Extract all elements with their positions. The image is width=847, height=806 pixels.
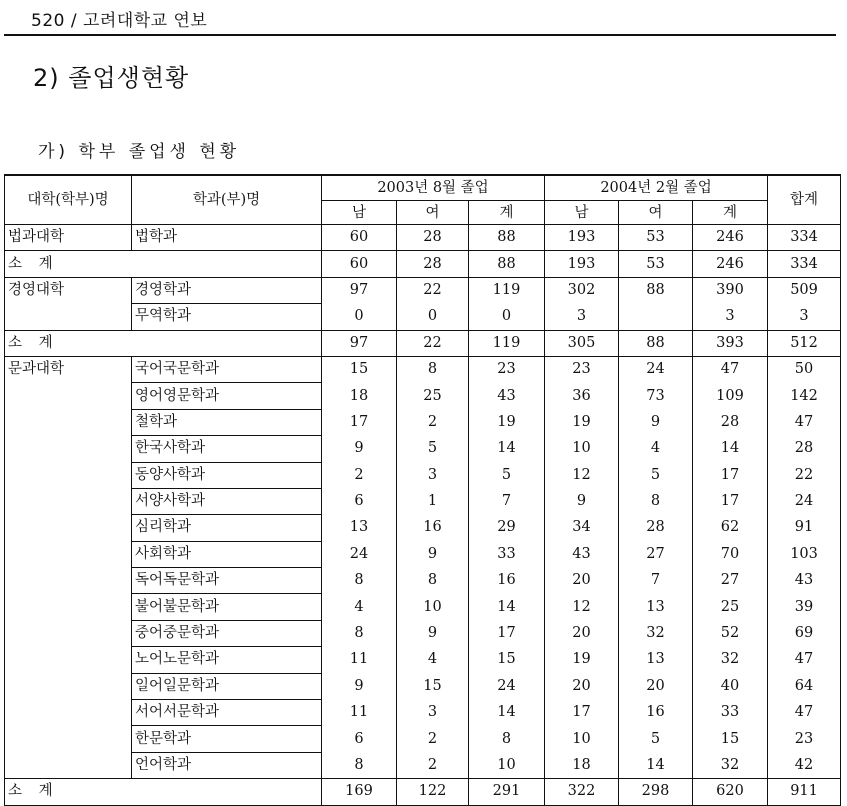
- sum-2004-feb-cell: 390: [693, 277, 768, 303]
- grand-total-cell: 23: [768, 726, 841, 752]
- male-2003-aug-cell: 97: [322, 277, 397, 303]
- sum-2003-aug-cell: 0: [469, 304, 545, 330]
- female-2004-feb-cell: 14: [619, 752, 693, 778]
- male-2003-aug-cell: 18: [322, 383, 397, 409]
- sum-2003-aug-cell: 29: [469, 515, 545, 541]
- sum-2004-feb-cell: 40: [693, 673, 768, 699]
- sum-2003-aug-cell: 14: [469, 594, 545, 620]
- female-2003-aug-cell: 8: [397, 356, 469, 382]
- sum-2003-aug-cell: 19: [469, 409, 545, 435]
- college-name: [5, 462, 132, 488]
- female-2003-aug-cell: 15: [397, 673, 469, 699]
- female-2004-feb-cell: 5: [619, 462, 693, 488]
- sum-2004-feb-cell: 62: [693, 515, 768, 541]
- male-2003-aug-cell: 60: [322, 225, 397, 251]
- section-title: 2) 졸업생현황: [33, 64, 190, 92]
- female-2003-aug-cell: 0: [397, 304, 469, 330]
- grand-total-cell: 39: [768, 594, 841, 620]
- table-row: [5, 594, 841, 620]
- college-name: [5, 541, 132, 567]
- sum-2004-feb-cell: 52: [693, 620, 768, 646]
- grand-total-cell: 64: [768, 673, 841, 699]
- dept-name: 한문학과: [132, 726, 322, 752]
- col-header-male: 남: [322, 201, 397, 225]
- female-2004-feb-cell: 13: [619, 594, 693, 620]
- male-2003-aug-cell: 0: [322, 304, 397, 330]
- male-2004-feb-cell: 18: [545, 752, 619, 778]
- sum-2003-aug-cell: 14: [469, 700, 545, 726]
- male-2004-feb-cell: 19: [545, 647, 619, 673]
- grand-total-cell: 334: [768, 251, 841, 277]
- male-2003-aug-cell: 9: [322, 436, 397, 462]
- sum-2004-feb-cell: 32: [693, 752, 768, 778]
- subsection-title: 가) 학부 졸업생 현황: [38, 142, 241, 162]
- grand-total-cell: 911: [768, 779, 841, 805]
- sum-2003-aug-cell: 7: [469, 488, 545, 514]
- grand-total-cell: 103: [768, 541, 841, 567]
- college-name: [5, 568, 132, 594]
- sum-2004-feb-cell: 27: [693, 568, 768, 594]
- male-2004-feb-cell: 34: [545, 515, 619, 541]
- male-2003-aug-cell: 169: [322, 779, 397, 805]
- female-2004-feb-cell: 16: [619, 700, 693, 726]
- dept-name: 국어국문학과: [132, 356, 322, 382]
- female-2004-feb-cell: [619, 304, 693, 330]
- grand-total-cell: 24: [768, 488, 841, 514]
- subtotal-row: [5, 330, 841, 356]
- college-name: [5, 700, 132, 726]
- male-2003-aug-cell: 8: [322, 752, 397, 778]
- college-name: 경영대학: [5, 277, 132, 303]
- female-2003-aug-cell: 3: [397, 700, 469, 726]
- col-header-female: 여: [397, 201, 469, 225]
- female-2003-aug-cell: 22: [397, 330, 469, 356]
- male-2004-feb-cell: 20: [545, 568, 619, 594]
- col-header-college: 대학(학부)명: [5, 175, 132, 225]
- sum-2003-aug-cell: 43: [469, 383, 545, 409]
- page-header: 520 / 고려대학교 연보: [31, 11, 208, 31]
- male-2003-aug-cell: 11: [322, 647, 397, 673]
- grand-total-cell: 42: [768, 752, 841, 778]
- female-2003-aug-cell: 8: [397, 568, 469, 594]
- sum-2004-feb-cell: 246: [693, 251, 768, 277]
- grand-total-cell: 334: [768, 225, 841, 251]
- dept-name: 철학과: [132, 409, 322, 435]
- grand-total-cell: 43: [768, 568, 841, 594]
- female-2004-feb-cell: 28: [619, 515, 693, 541]
- sum-2004-feb-cell: 246: [693, 225, 768, 251]
- male-2004-feb-cell: 36: [545, 383, 619, 409]
- sum-2004-feb-cell: 47: [693, 356, 768, 382]
- female-2004-feb-cell: 298: [619, 779, 693, 805]
- col-header-2003-aug: 2003년 8월 졸업: [322, 175, 545, 201]
- table-row: [5, 488, 841, 514]
- female-2003-aug-cell: 2: [397, 726, 469, 752]
- sum-2003-aug-cell: 119: [469, 277, 545, 303]
- sum-2003-aug-cell: 88: [469, 251, 545, 277]
- female-2004-feb-cell: 27: [619, 541, 693, 567]
- sum-2004-feb-cell: 28: [693, 409, 768, 435]
- grand-total-cell: 91: [768, 515, 841, 541]
- male-2003-aug-cell: 13: [322, 515, 397, 541]
- female-2003-aug-cell: 3: [397, 462, 469, 488]
- dept-name: 무역학과: [132, 304, 322, 330]
- male-2004-feb-cell: 322: [545, 779, 619, 805]
- sum-2004-feb-cell: 33: [693, 700, 768, 726]
- male-2004-feb-cell: 3: [545, 304, 619, 330]
- college-name: 문과대학: [5, 356, 132, 382]
- table-row: [5, 383, 841, 409]
- dept-name: 동양사학과: [132, 462, 322, 488]
- table-row: [5, 568, 841, 594]
- grand-total-cell: 142: [768, 383, 841, 409]
- sum-2003-aug-cell: 291: [469, 779, 545, 805]
- table-row: [5, 700, 841, 726]
- sum-2004-feb-cell: 14: [693, 436, 768, 462]
- female-2004-feb-cell: 24: [619, 356, 693, 382]
- grand-total-cell: 69: [768, 620, 841, 646]
- college-name: [5, 409, 132, 435]
- college-name: [5, 726, 132, 752]
- male-2004-feb-cell: 302: [545, 277, 619, 303]
- dept-name: 중어중문학과: [132, 620, 322, 646]
- male-2003-aug-cell: 2: [322, 462, 397, 488]
- grand-total-cell: 509: [768, 277, 841, 303]
- table-row: [5, 541, 841, 567]
- grand-total-cell: 50: [768, 356, 841, 382]
- table-row: [5, 462, 841, 488]
- female-2003-aug-cell: 22: [397, 277, 469, 303]
- male-2004-feb-cell: 12: [545, 462, 619, 488]
- male-2004-feb-cell: 17: [545, 700, 619, 726]
- male-2004-feb-cell: 20: [545, 620, 619, 646]
- table-row: [5, 647, 841, 673]
- male-2004-feb-cell: 43: [545, 541, 619, 567]
- male-2003-aug-cell: 4: [322, 594, 397, 620]
- table-row: [5, 277, 841, 303]
- sum-2003-aug-cell: 119: [469, 330, 545, 356]
- female-2003-aug-cell: 1: [397, 488, 469, 514]
- dept-name: 독어독문학과: [132, 568, 322, 594]
- graduates-table: [4, 174, 841, 806]
- female-2003-aug-cell: 16: [397, 515, 469, 541]
- dept-name: 불어불문학과: [132, 594, 322, 620]
- dept-name: 영어영문학과: [132, 383, 322, 409]
- subtotal-label: 소 계: [5, 251, 322, 277]
- male-2003-aug-cell: 60: [322, 251, 397, 277]
- college-name: 법과대학: [5, 225, 132, 251]
- dept-name: 노어노문학과: [132, 647, 322, 673]
- male-2003-aug-cell: 6: [322, 726, 397, 752]
- sum-2004-feb-cell: 70: [693, 541, 768, 567]
- female-2004-feb-cell: 20: [619, 673, 693, 699]
- sum-2003-aug-cell: 23: [469, 356, 545, 382]
- female-2004-feb-cell: 4: [619, 436, 693, 462]
- female-2003-aug-cell: 4: [397, 647, 469, 673]
- sum-2004-feb-cell: 32: [693, 647, 768, 673]
- female-2003-aug-cell: 28: [397, 225, 469, 251]
- sum-2003-aug-cell: 88: [469, 225, 545, 251]
- header-row-groups: [5, 175, 841, 201]
- male-2004-feb-cell: 12: [545, 594, 619, 620]
- grand-total-cell: 28: [768, 436, 841, 462]
- sum-2003-aug-cell: 17: [469, 620, 545, 646]
- female-2003-aug-cell: 2: [397, 409, 469, 435]
- sum-2003-aug-cell: 5: [469, 462, 545, 488]
- female-2004-feb-cell: 88: [619, 277, 693, 303]
- female-2003-aug-cell: 25: [397, 383, 469, 409]
- male-2003-aug-cell: 8: [322, 568, 397, 594]
- dept-name: 서어서문학과: [132, 700, 322, 726]
- sum-2004-feb-cell: 620: [693, 779, 768, 805]
- female-2004-feb-cell: 13: [619, 647, 693, 673]
- female-2003-aug-cell: 122: [397, 779, 469, 805]
- female-2004-feb-cell: 73: [619, 383, 693, 409]
- sum-2004-feb-cell: 17: [693, 462, 768, 488]
- male-2003-aug-cell: 97: [322, 330, 397, 356]
- grand-total-cell: 47: [768, 700, 841, 726]
- male-2004-feb-cell: 10: [545, 436, 619, 462]
- college-name: [5, 620, 132, 646]
- sum-2003-aug-cell: 10: [469, 752, 545, 778]
- table-row: [5, 225, 841, 251]
- dept-name: 언어학과: [132, 752, 322, 778]
- college-name: [5, 673, 132, 699]
- female-2003-aug-cell: 2: [397, 752, 469, 778]
- sum-2003-aug-cell: 24: [469, 673, 545, 699]
- sum-2003-aug-cell: 16: [469, 568, 545, 594]
- sum-2003-aug-cell: 14: [469, 436, 545, 462]
- male-2003-aug-cell: 17: [322, 409, 397, 435]
- male-2003-aug-cell: 8: [322, 620, 397, 646]
- male-2003-aug-cell: 15: [322, 356, 397, 382]
- college-name: [5, 488, 132, 514]
- dept-name: 법학과: [132, 225, 322, 251]
- table-row: [5, 304, 841, 330]
- male-2003-aug-cell: 11: [322, 700, 397, 726]
- female-2004-feb-cell: 53: [619, 251, 693, 277]
- table-body: [5, 225, 841, 806]
- male-2004-feb-cell: 19: [545, 409, 619, 435]
- male-2003-aug-cell: 24: [322, 541, 397, 567]
- table-row: [5, 356, 841, 382]
- male-2003-aug-cell: 9: [322, 673, 397, 699]
- col-header-dept: 학과(부)명: [132, 175, 322, 225]
- table-row: [5, 726, 841, 752]
- sum-2003-aug-cell: 8: [469, 726, 545, 752]
- dept-name: 서양사학과: [132, 488, 322, 514]
- college-name: [5, 647, 132, 673]
- dept-name: 한국사학과: [132, 436, 322, 462]
- male-2004-feb-cell: 10: [545, 726, 619, 752]
- female-2004-feb-cell: 8: [619, 488, 693, 514]
- grand-total-cell: 3: [768, 304, 841, 330]
- sum-2004-feb-cell: 3: [693, 304, 768, 330]
- subtotal-label: 소 계: [5, 330, 322, 356]
- female-2003-aug-cell: 10: [397, 594, 469, 620]
- sum-2004-feb-cell: 25: [693, 594, 768, 620]
- male-2004-feb-cell: 305: [545, 330, 619, 356]
- male-2004-feb-cell: 23: [545, 356, 619, 382]
- female-2004-feb-cell: 5: [619, 726, 693, 752]
- female-2004-feb-cell: 7: [619, 568, 693, 594]
- col-header-sum: 계: [693, 201, 768, 225]
- sum-2004-feb-cell: 15: [693, 726, 768, 752]
- female-2004-feb-cell: 88: [619, 330, 693, 356]
- college-name: [5, 515, 132, 541]
- col-header-male: 남: [545, 201, 619, 225]
- dept-name: 경영학과: [132, 277, 322, 303]
- col-header-sum: 계: [469, 201, 545, 225]
- male-2004-feb-cell: 20: [545, 673, 619, 699]
- college-name: [5, 436, 132, 462]
- table-row: [5, 752, 841, 778]
- dept-name: 일어일문학과: [132, 673, 322, 699]
- female-2004-feb-cell: 53: [619, 225, 693, 251]
- dept-name: 심리학과: [132, 515, 322, 541]
- sum-2003-aug-cell: 15: [469, 647, 545, 673]
- subtotal-row: [5, 251, 841, 277]
- dept-name: 사회학과: [132, 541, 322, 567]
- sum-2004-feb-cell: 109: [693, 383, 768, 409]
- grand-total-cell: 512: [768, 330, 841, 356]
- female-2003-aug-cell: 9: [397, 620, 469, 646]
- female-2003-aug-cell: 28: [397, 251, 469, 277]
- male-2003-aug-cell: 6: [322, 488, 397, 514]
- table-row: [5, 515, 841, 541]
- sum-2004-feb-cell: 17: [693, 488, 768, 514]
- grand-total-cell: 47: [768, 647, 841, 673]
- table-row: [5, 409, 841, 435]
- col-header-total: 합계: [768, 175, 841, 225]
- header-rule: [4, 34, 836, 36]
- sum-2003-aug-cell: 33: [469, 541, 545, 567]
- male-2004-feb-cell: 9: [545, 488, 619, 514]
- college-name: [5, 752, 132, 778]
- college-name: [5, 594, 132, 620]
- male-2004-feb-cell: 193: [545, 251, 619, 277]
- sum-2004-feb-cell: 393: [693, 330, 768, 356]
- female-2004-feb-cell: 32: [619, 620, 693, 646]
- col-header-2004-feb: 2004년 2월 졸업: [545, 175, 768, 201]
- table-row: [5, 436, 841, 462]
- table-row: [5, 620, 841, 646]
- col-header-female: 여: [619, 201, 693, 225]
- grand-total-cell: 22: [768, 462, 841, 488]
- female-2003-aug-cell: 5: [397, 436, 469, 462]
- female-2004-feb-cell: 9: [619, 409, 693, 435]
- college-name: [5, 383, 132, 409]
- college-name: [5, 304, 132, 330]
- table-row: [5, 673, 841, 699]
- female-2003-aug-cell: 9: [397, 541, 469, 567]
- grand-total-cell: 47: [768, 409, 841, 435]
- male-2004-feb-cell: 193: [545, 225, 619, 251]
- subtotal-row: [5, 779, 841, 805]
- subtotal-label: 소 계: [5, 779, 322, 805]
